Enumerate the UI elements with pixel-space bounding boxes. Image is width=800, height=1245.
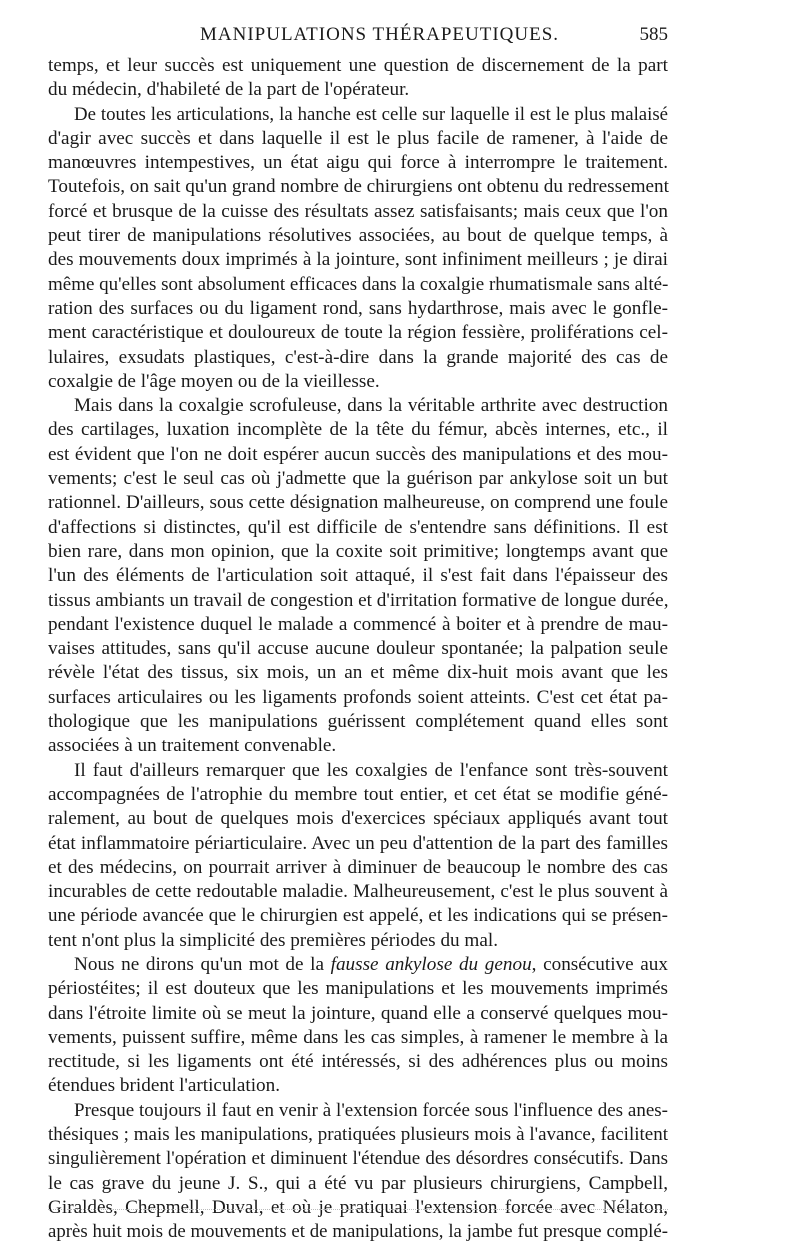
text-line: incurables de cette redoutable maladie. Malheureusement, c'est le plus souvent à (48, 881, 668, 903)
text-line: temps, et leur succès est uniquement une question de discernement de la part (48, 55, 668, 76)
text-line: même qu'elles sont absolument efficaces dans la coxalgie rhumatismale sans alté- (48, 273, 669, 295)
text-line: l'un des éléments de l'articulation soit attaqué, il s'est fait dans l'épaisseur des (48, 565, 668, 587)
text-line: lulaires, exsudats plastiques, c'est-à-dire dans la grande majorité des cas de (48, 346, 668, 368)
text-line: thologique que les manipulations guérissent complétement quand elles sont (48, 711, 668, 733)
text-line: Il faut d'ailleurs remarquer que les coxalgies de l'enfance sont très-souvent (74, 759, 668, 781)
page-header (48, 22, 668, 52)
text-line: est évident que l'on ne doit espérer aucun succès des manipulations et des mou- (48, 443, 668, 465)
text-line: du médecin, d'habileté de la part de l'opérateur. (48, 79, 410, 101)
text-line: ration des surfaces ou du ligament rond, sans hydarthrose, mais avec le gonfle- (48, 297, 668, 319)
text-line: tissus ambiants un travail de congestion et d'irritation formative de longue durée, (48, 589, 669, 611)
footer-rule (48, 1209, 668, 1210)
text-line: coxalgie de l'âge moyen ou de la vieillesse. (48, 370, 380, 392)
text-line: périostéites; il est douteux que les manipulations et les mouvements imprimés (48, 978, 668, 1000)
text-line: Toutefois, on sait qu'un grand nombre de chirurgiens ont obtenu du redressement (48, 176, 669, 198)
text-line: accompagnées de l'atrophie du membre tout entier, et cet état se modifie géné- (48, 783, 668, 805)
text-line: thésiques ; mais les manipulations, pratiquées plusieurs mois à l'avance, facilitent (48, 1124, 668, 1146)
text-line: forcé et brusque de la cuisse des résultats assez satisfaisants; mais ceux que l'on (48, 200, 668, 222)
text-line: manœuvres intempestives, un état aigu qui force à interrompre le traitement. (48, 152, 668, 174)
text-line: rationnel. D'ailleurs, sous cette désignation malheureuse, on comprend une foule (48, 492, 668, 514)
body-text (48, 54, 668, 1245)
page-number: 585 (639, 24, 668, 45)
text-line: rectitude, si les ligaments ont été intéressés, si des adhérences plus ou moins (48, 1051, 668, 1073)
text-line: le cas grave du jeune J. S., qui a été vu par plusieurs chirurgiens, Campbell, (48, 1172, 668, 1194)
text-line: après huit mois de mouvements et de manipulations, la jambe fut presque complé- (48, 1221, 668, 1243)
text-line: dans l'étroite limite où se meut la jointure, quand elle a conservé quelques mou- (48, 1002, 668, 1024)
text-line: pendant l'existence duquel le malade a commencé à boiter et à prendre de mau- (48, 613, 668, 635)
text-line: ralement, au bout de quelques mois d'exercices spéciaux appliqués avant tout (48, 808, 668, 830)
text-line: singulièrement l'opération et diminuent l'étendue des désordres consécutifs. Dans (48, 1148, 668, 1170)
text-line: vements; c'est le seul cas où j'admette que la guérison par ankylose soit un but (48, 468, 668, 490)
text-line: surfaces articulaires ou les ligaments profonds soient atteints. C'est cet état pa- (48, 686, 668, 708)
text-line: vaises attitudes, sans qu'il accuse aucune douleur spontanée; la palpation seule (48, 638, 668, 660)
text-line: bien rare, dans mon opinion, que la coxite soit primitive; longtemps avant que (48, 540, 668, 562)
text-line: associées à un traitement convenable. (48, 735, 337, 757)
running-title: MANIPULATIONS THÉRAPEUTIQUES. (200, 24, 560, 45)
text-line: peut tirer de manipulations résolutives associées, au bout de quelque temps, à (48, 225, 668, 247)
text-line: Nous ne dirons qu'un mot de la fausse ankylose du genou, consécutive aux (74, 953, 668, 975)
text-line: d'affections si distinctes, qu'il est difficile de s'entendre sans définitions. Il est (48, 516, 668, 538)
text-line: une période avancée que le chirurgien est appelé, et les indications qui se présen- (48, 905, 668, 927)
text-line: Mais dans la coxalgie scrofuleuse, dans la véritable arthrite avec destruction (74, 395, 668, 417)
text-line: étendues brident l'articulation. (48, 1075, 281, 1097)
text-line: des cartilages, luxation incomplète de la tête du fémur, abcès internes, etc., il (48, 419, 668, 441)
text-line: De toutes les articulations, la hanche est celle sur laquelle il est le plus malaisé (74, 103, 668, 125)
text-line: état inflammatoire périarticulaire. Avec un peu d'attention de la part des familles (48, 832, 668, 854)
text-line: Giraldès, Chepmell, Duval, et où je pratiquai l'extension forcée avec Nélaton, (48, 1196, 668, 1218)
text-line: et des médecins, on pourrait arriver à diminuer de beaucoup le nombre des cas (48, 856, 668, 878)
text-line: ment caractéristique et douloureux de toute la région fessière, proliférations cel- (48, 322, 668, 344)
text-line: vements, puissent suffire, même dans les cas simples, à ramener le membre à la (48, 1026, 668, 1048)
text-line: tent n'ont plus la simplicité des premières périodes du mal. (48, 929, 498, 951)
text-line: d'agir avec succès et dans laquelle il est le plus facile de ramener, à l'aide de (48, 127, 668, 149)
text-line: révèle l'état des tissus, six mois, un an et même dix-huit mois avant que les (48, 662, 668, 684)
text-line: Presque toujours il faut en venir à l'extension forcée sous l'influence des anes- (74, 1099, 668, 1121)
italic-term: fausse ankylose du genou (330, 953, 532, 975)
text-line: des mouvements doux imprimés à la jointure, sont infiniment meilleurs ; je dirai (48, 249, 668, 271)
